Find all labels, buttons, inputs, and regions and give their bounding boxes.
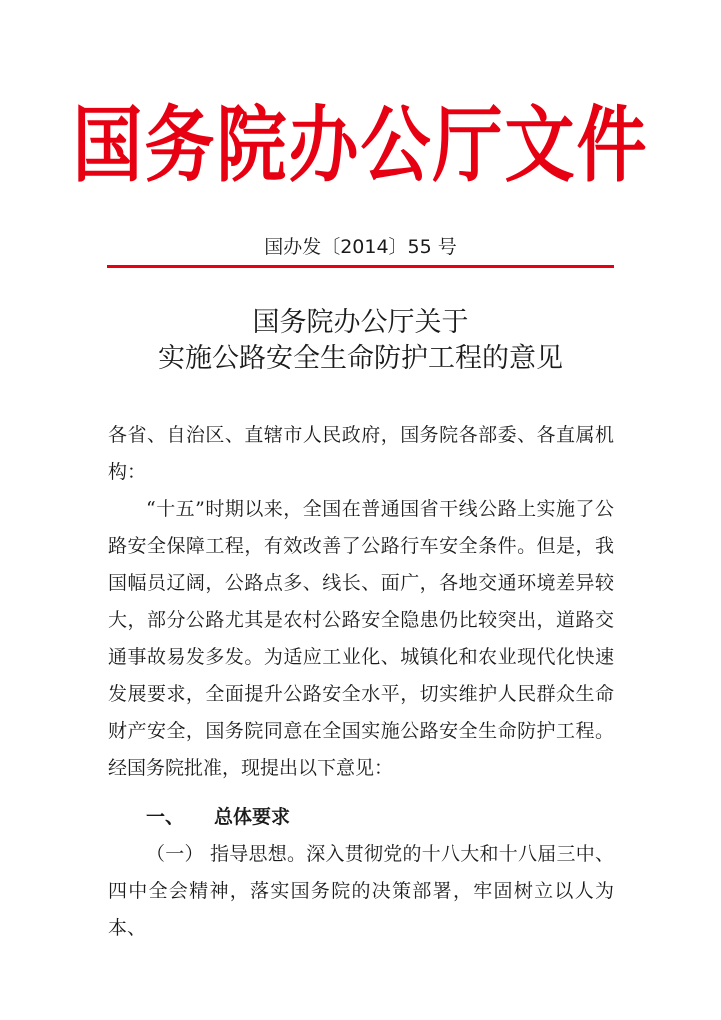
- paragraph-2: （一） 指导思想。深入贯彻党的十八大和十八届三中、四中全会精神，落实国务院的决策部署，牢固树立以人为本、: [108, 843, 614, 939]
- paragraph-1: “十五”时期以来，全国在普通国省干线公路上实施了公路安全保障工程，有效改善了公路行车安全条件。但是，我国幅员辽阔，公路点多、线长、面广，各地交通环境差异较大，部分公路尤其是农村公路安全隐患仍比较突出，道路交通事故易发多发。为适应工业化、城镇化和农业现代化快速发展要求，全面提升公路安全水平，切实维护人民群众生命财产安全，国务院同意在全国实施公路安全生命防护工程。经国务院批准，现提出以下意见：: [108, 498, 614, 779]
- document-title-line-1: 国务院办公厅关于: [252, 307, 469, 338]
- section-number: 一、: [146, 806, 185, 828]
- document-title-line-2: 实施公路安全生命防护工程的意见: [158, 343, 563, 374]
- document-number: 国办发〔2014〕55 号: [264, 236, 457, 258]
- section-heading-text: 总体要求: [214, 806, 291, 828]
- salutation: 各省、自治区、直辖市人民政府，国务院各部委、各直属机构：: [108, 424, 614, 483]
- body-lower: [108, 836, 614, 947]
- red-divider: [107, 265, 614, 268]
- document-header-title: 国务院办公厅文件: [72, 96, 649, 194]
- section-heading-1: [146, 799, 290, 836]
- body-upper: [108, 417, 614, 787]
